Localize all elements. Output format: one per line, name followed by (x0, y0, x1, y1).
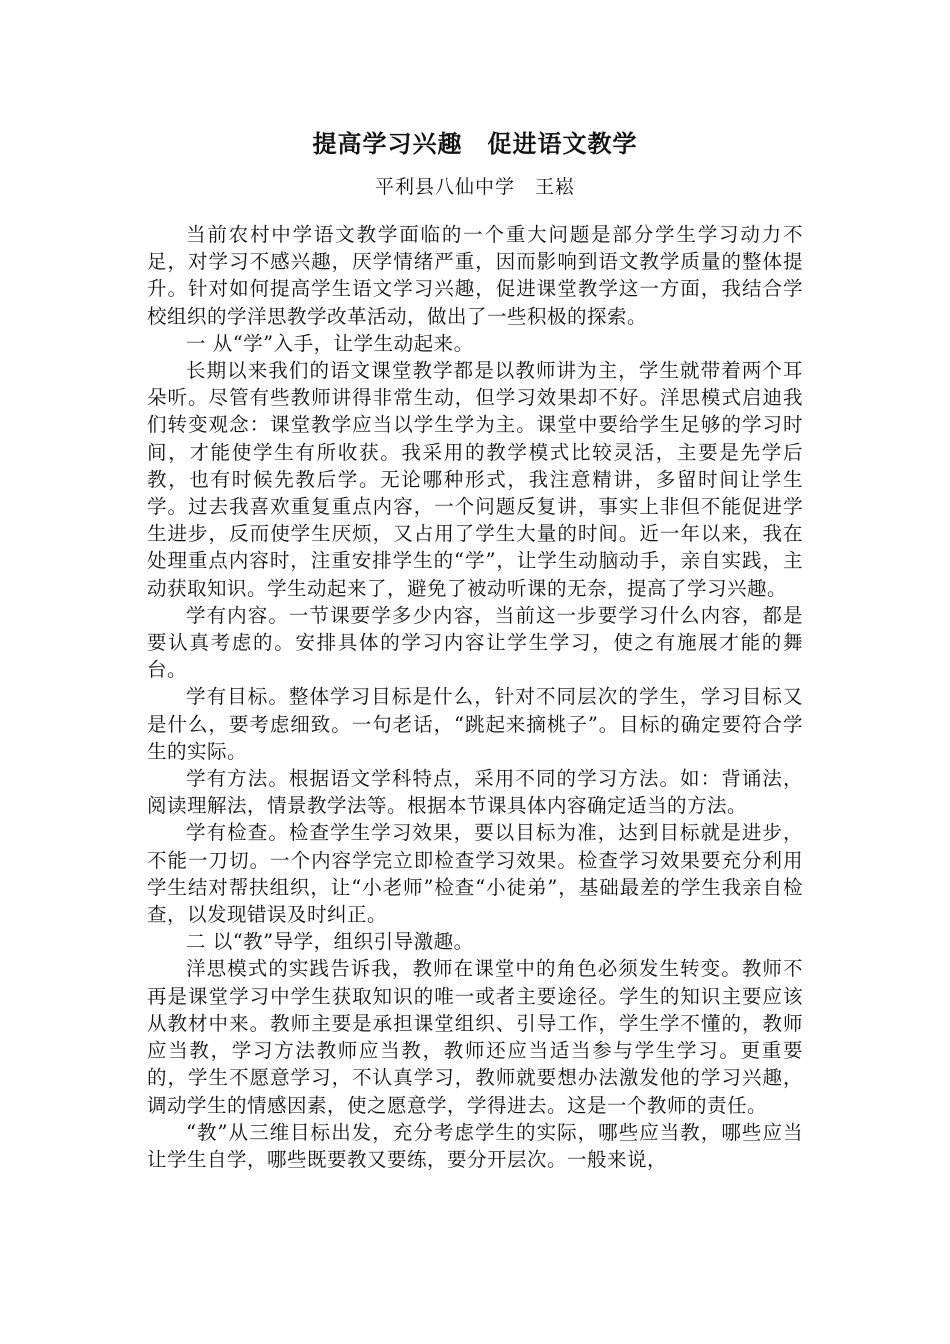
paragraph: 长期以来我们的语文课堂教学都是以教师讲为主，学生就带着两个耳朵听。尽管有些教师讲得非常生动，但学习效果却不好。洋思模式启迪我们转变观念：课堂教学应当以学生学为主。课堂中要给学生足够的学习时间，才能使学生有所收获。我采用的教学模式比较灵活，主要是先学后教，也有时候先教后学。无论哪种形式，我注意精讲，多留时间让学生学。过去我喜欢重复重点内容，一个问题反复讲，事实上非但不能促进学生进步，反而使学生厌烦，又占用了学生大量的时间。近一年以来，我在处理重点内容时，注重安排学生的“学”，让学生动脑动手，亲自实践，主动获取知识。学生动起来了，避免了被动听课的无奈，提高了学习兴趣。 (147, 359, 803, 600)
document-author: 平利县八仙中学 王崧 (374, 176, 575, 198)
section-heading-1: 一 从“学”入手，让学生动起来。 (186, 331, 474, 355)
section-heading-2: 二 以“教”导学，组织引导激趣。 (186, 930, 474, 954)
paragraph: 学有目标。整体学习目标是什么，针对不同层次的学生，学习目标又是什么，要考虑细致。一句老话，“跳起来摘桃子”。目标的确定要符合学生的实际。 (147, 685, 803, 763)
paragraph: 学有内容。一节课要学多少内容，当前这一步要学习什么内容，都是要认真考虑的。安排具体的学习内容让学生学习，使之有施展才能的舞台。 (147, 603, 803, 682)
paragraph-intro: 当前农村中学语文教学面临的一个重大问题是部分学生学习动力不足，对学习不感兴趣，厌学情绪严重，因而影响到语文教学质量的整体提升。针对如何提高学生语文学习兴趣，促进课堂教学这一方面，我结合学校组织的学洋思教学改革活动，做出了一些积极的探索。 (147, 223, 803, 328)
document-body (147, 221, 803, 1173)
paragraph: 学有检查。检查学生学习效果，要以目标为准，达到目标就是进步，不能一刀切。一个内容学完立即检查学习效果。检查学习效果要充分利用学生结对帮扶组织，让“小老师”检查“小徒弟”，基础最差的学生我亲自检查，以发现错误及时纠正。 (147, 821, 803, 927)
paragraph: “教”从三维目标出发，充分考虑学生的实际，哪些应当教，哪些应当让学生自学，哪些既要教又要练，要分开层次。一般来说， (147, 1120, 803, 1171)
paragraph: 学有方法。根据语文学科特点，采用不同的学习方法。如：背诵法，阅读理解法，情景教学法等。根据本节课具体内容确定适当的方法。 (147, 767, 803, 818)
paragraph: 洋思模式的实践告诉我，教师在课堂中的角色必须发生转变。教师不再是课堂学习中学生获取知识的唯一或者主要途径。学生的知识主要应该从教材中来。教师主要是承担课堂组织、引导工作，学生学不懂的，教师应当教，学习方法教师应当教，教师还应当适当参与学生学习。更重要的，学生不愿意学习，不认真学习，教师就要想办法激发他的学习兴趣，调动学生的情感因素，使之愿意学，学得进去。这是一个教师的责任。 (147, 957, 803, 1117)
document-title: 提高学习兴趣 促进语文教学 (312, 130, 638, 158)
